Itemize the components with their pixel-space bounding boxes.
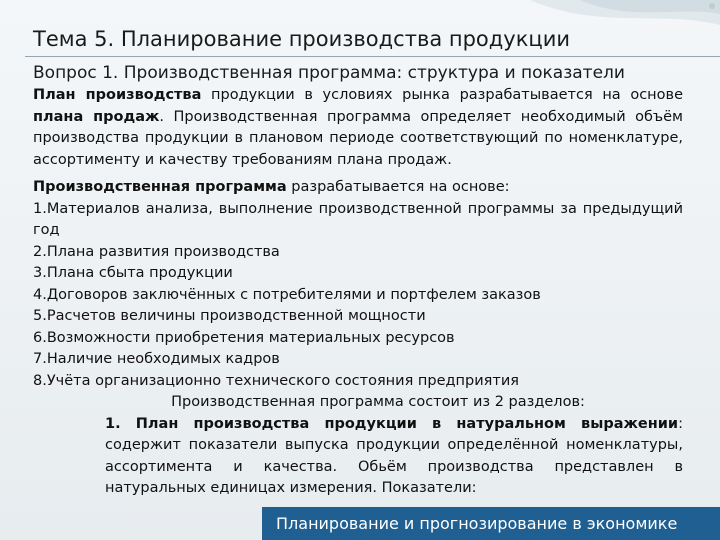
term-production-program: Производственная программа bbox=[33, 179, 287, 195]
slide-content bbox=[33, 85, 683, 500]
list-item: 8.Учёта организационно технического состояния предприятия bbox=[33, 372, 519, 389]
sections-intro: Производственная программа состоит из 2 разделов: bbox=[171, 394, 585, 410]
list-item: 3.Плана сбыта продукции bbox=[33, 265, 233, 281]
list-item: 4.Договоров заключённых с потребителями и портфелем заказов bbox=[33, 286, 541, 303]
section-1: 1. План производства продукции в натуральном выражении: содержит показатели выпуска продукции определённой номенклатуры, ассортимента и качества. Обьём производства представлен в натуральных единицах измерения. Показатели: bbox=[105, 415, 683, 496]
list-item: 1.Материалов анализа, выполнение производственной программы за предыдущий год bbox=[33, 200, 683, 238]
term-production-plan: План производства bbox=[33, 87, 202, 103]
list-item: 7.Наличие необходимых кадров bbox=[33, 351, 280, 367]
list-item: 2.Плана развития производства bbox=[33, 243, 280, 260]
term-sales-plan: плана продаж bbox=[33, 108, 160, 125]
footer-banner: Планирование и прогнозирование в экономике bbox=[262, 507, 720, 540]
section-1-title: 1. План производства продукции в натуральном выражении bbox=[105, 415, 679, 432]
slide-title: Тема 5. Планирование производства продукции bbox=[33, 27, 570, 51]
list-item: 5.Расчетов величины производственной мощности bbox=[33, 308, 426, 324]
intro-paragraph: План производства продукции в условиях рынка разрабатывается на основе плана продаж. Производственная программа определяет необходимый объём производства продукции в плановом периоде соответствующий по номенклатуре, ассортименту и качеству требованиям плана продаж. bbox=[33, 87, 684, 168]
basis-heading: Производственная программа разрабатывается на основе: bbox=[33, 179, 510, 195]
slide-question: Вопрос 1. Производственная программа: структура и показатели bbox=[33, 63, 625, 83]
list-item: 6.Возможности приобретения материальных ресурсов bbox=[33, 329, 455, 346]
title-divider bbox=[25, 56, 720, 57]
